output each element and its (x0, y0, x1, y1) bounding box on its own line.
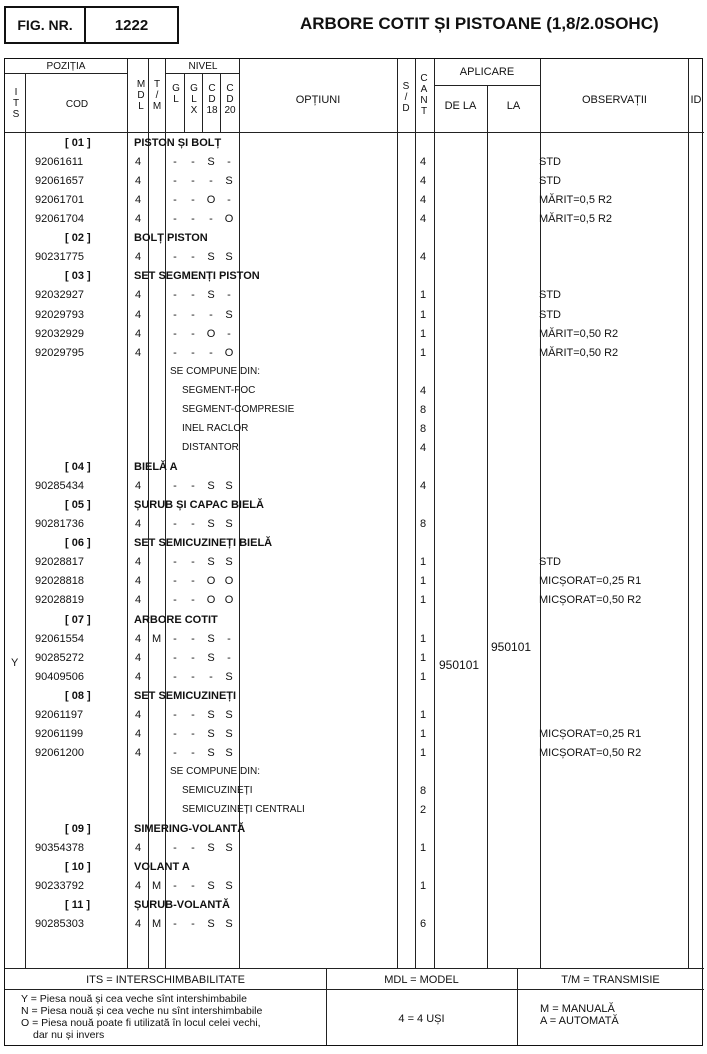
level-value: S (225, 880, 233, 893)
footer-its-line-n: N = Piesa nouă și cea veche nu sînt intershimbabile (21, 1005, 263, 1017)
model-value: 4 (135, 175, 142, 188)
level-value: - (173, 480, 177, 493)
level-value: - (227, 194, 231, 207)
level-value: O (224, 594, 234, 607)
header-tm: T / M (152, 79, 162, 112)
level-value: - (191, 156, 195, 169)
level-value: - (173, 594, 177, 607)
header-nivel: NIVEL (188, 61, 218, 72)
model-value: 4 (135, 842, 142, 855)
level-value: - (173, 708, 177, 721)
level-value: - (191, 327, 195, 340)
header-cant: C A N T (420, 73, 428, 117)
section-number: [ 02 ] (65, 232, 91, 245)
sub-component: SEGMENT-COMPRESIE (182, 403, 295, 415)
level-value: - (191, 251, 195, 264)
quantity-value: 1 (420, 670, 427, 683)
part-code: 92061197 (35, 708, 84, 721)
model-value: 4 (135, 746, 142, 759)
observation-value: MĂRIT=0,5 R2 (539, 213, 613, 226)
level-value: - (173, 918, 177, 931)
section-name: SET SEMICUZINEȚI BIELĂ (134, 537, 273, 550)
header-observatii: OBSERVAȚII (581, 94, 647, 106)
level-value: S (225, 708, 233, 721)
aplicare-dela-value: 950101 (439, 658, 480, 672)
parts-table (4, 58, 703, 1046)
section-name: PISTON ȘI BOLȚ (134, 137, 222, 149)
model-value: 4 (135, 156, 142, 169)
sub-component: INEL RACLOR (182, 422, 249, 434)
model-value: 4 (135, 708, 142, 721)
part-code: 90285303 (35, 918, 84, 931)
level-value: - (191, 194, 195, 207)
level-value: - (209, 346, 213, 359)
model-value: 4 (135, 346, 142, 359)
level-value: O (206, 575, 216, 588)
level-value: - (191, 746, 195, 759)
observation-value: MICȘORAT=0,25 R1 (539, 575, 642, 588)
level-value: - (173, 727, 177, 740)
model-value: 4 (135, 327, 142, 340)
model-value: 4 (135, 480, 142, 493)
level-value: - (191, 289, 195, 302)
level-value: - (173, 746, 177, 759)
model-value: 4 (135, 518, 142, 531)
sub-component: DISTANTOR (182, 441, 239, 453)
model-value: 4 (135, 632, 142, 645)
header-aplicare: APLICARE (459, 66, 515, 78)
part-code: 90285434 (35, 480, 84, 493)
fig-label: FIG. NR. (6, 8, 86, 42)
part-code: 90285272 (35, 651, 84, 664)
level-value: S (207, 556, 215, 569)
part-code: 90281736 (35, 518, 84, 531)
sub-component: SEGMENT-FOC (182, 384, 256, 396)
model-value: 4 (135, 194, 142, 207)
quantity-value: 1 (420, 880, 427, 893)
quantity-value: 1 (420, 346, 427, 359)
level-value: S (207, 842, 215, 855)
quantity-value: 8 (420, 403, 427, 416)
model-value: 4 (135, 727, 142, 740)
quantity-value: 4 (420, 194, 427, 207)
level-value: S (225, 308, 233, 321)
level-value: - (191, 556, 195, 569)
level-value: S (207, 251, 215, 264)
section-name: ȘURUB ȘI CAPAC BIELĂ (134, 499, 264, 512)
level-value: S (225, 175, 233, 188)
level-value: S (225, 251, 233, 264)
model-value: 4 (135, 651, 142, 664)
section-number: [ 01 ] (65, 137, 91, 149)
level-value: O (224, 213, 234, 226)
model-value: 4 (135, 251, 142, 264)
level-value: S (207, 632, 215, 645)
model-value: 4 (135, 213, 142, 226)
level-value: - (191, 346, 195, 359)
part-code: 92032927 (35, 289, 84, 302)
part-code: 90354378 (35, 842, 84, 855)
section-number: [ 06 ] (65, 537, 91, 550)
observation-value: MĂRIT=0,5 R2 (539, 194, 613, 207)
level-value: - (209, 175, 213, 188)
level-value: S (207, 289, 215, 302)
section-number: [ 08 ] (65, 689, 91, 702)
header-optiuni: OPȚIUNI (295, 94, 341, 106)
figure-number-box (4, 6, 179, 44)
level-value: - (191, 575, 195, 588)
level-value: - (173, 651, 177, 664)
level-value: S (225, 842, 233, 855)
observation-value: STD (539, 156, 561, 169)
level-value: S (207, 480, 215, 493)
level-value: O (206, 594, 216, 607)
observation-value: MICȘORAT=0,50 R2 (539, 594, 642, 607)
level-value: - (173, 575, 177, 588)
part-code: 92061704 (35, 213, 84, 226)
header-its: I T S (12, 87, 20, 120)
level-value: - (173, 327, 177, 340)
header-id: ID (690, 94, 702, 106)
part-code: 92061657 (35, 175, 84, 188)
header-cd18: C D 18 (206, 83, 218, 116)
sub-component: SEMICUZINEȚI CENTRALI (182, 804, 305, 816)
level-value: - (191, 727, 195, 740)
quantity-value: 1 (420, 308, 427, 321)
level-value: - (173, 289, 177, 302)
level-value: S (225, 556, 233, 569)
level-value: - (209, 213, 213, 226)
quantity-value: 1 (420, 289, 427, 302)
level-value: - (227, 632, 231, 645)
composition-label: SE COMPUNE DIN: (170, 765, 261, 777)
section-number: [ 07 ] (65, 613, 91, 626)
level-value: - (209, 308, 213, 321)
level-value: S (225, 918, 233, 931)
part-code: 92029795 (35, 346, 84, 359)
footer-its-line-o2: dar nu și invers (33, 1029, 105, 1041)
level-value: - (191, 670, 195, 683)
quantity-value: 4 (420, 441, 427, 454)
level-value: S (207, 918, 215, 931)
quantity-value: 6 (420, 918, 427, 931)
observation-value: STD (539, 175, 561, 188)
transmission-value: M (152, 918, 162, 931)
part-code: 92061554 (35, 632, 84, 645)
level-value: O (224, 346, 234, 359)
quantity-value: 1 (420, 651, 427, 664)
quantity-value: 8 (420, 785, 427, 798)
section-name: SET SEGMENȚI PISTON (134, 270, 260, 283)
level-value: - (227, 156, 231, 169)
observation-value: STD (539, 289, 561, 302)
level-value: S (225, 727, 233, 740)
quantity-value: 8 (420, 518, 427, 531)
observation-value: MICȘORAT=0,50 R2 (539, 746, 642, 759)
level-value: - (227, 327, 231, 340)
aplicare-la-value: 950101 (491, 640, 532, 654)
observation-value: MICȘORAT=0,25 R1 (539, 727, 642, 740)
quantity-value: 2 (420, 804, 427, 817)
level-value: - (209, 670, 213, 683)
level-value: S (225, 670, 233, 683)
fig-number: 1222 (114, 16, 149, 34)
level-value: - (173, 308, 177, 321)
part-code: 90409506 (35, 670, 84, 683)
header-gl: G L (172, 83, 180, 105)
part-code: 92061199 (35, 727, 84, 740)
level-value: - (227, 651, 231, 664)
section-number: [ 03 ] (65, 270, 91, 283)
level-value: - (191, 651, 195, 664)
section-name: SIMERING-VOLANTĂ (134, 823, 246, 836)
header-sd: S / D (402, 81, 410, 114)
level-value: - (173, 632, 177, 645)
section-name: ȘURUB-VOLANTĂ (134, 899, 230, 912)
level-value: - (173, 156, 177, 169)
level-value: S (207, 746, 215, 759)
level-value: S (225, 518, 233, 531)
part-code: 92061611 (35, 156, 84, 169)
sub-component: SEMICUZINEȚI (182, 785, 253, 797)
part-code: 92032929 (35, 327, 84, 340)
level-value: - (173, 556, 177, 569)
quantity-value: 1 (420, 556, 427, 569)
part-code: 92029793 (35, 308, 84, 321)
level-value: - (173, 251, 177, 264)
model-value: 4 (135, 670, 142, 683)
footer-its-line-y: Y = Piesa nouă și cea veche sînt intershimbabile (21, 993, 247, 1005)
quantity-value: 1 (420, 327, 427, 340)
level-value: S (225, 746, 233, 759)
observation-value: MĂRIT=0,50 R2 (539, 327, 619, 340)
transmission-value: M (152, 880, 162, 893)
level-value: - (191, 213, 195, 226)
part-code: 92061701 (35, 194, 84, 207)
section-number: [ 04 ] (65, 461, 91, 474)
level-value: - (191, 175, 195, 188)
quantity-value: 8 (420, 422, 427, 435)
quantity-value: 4 (420, 175, 427, 188)
level-value: - (191, 880, 195, 893)
level-value: - (173, 518, 177, 531)
level-value: S (207, 727, 215, 740)
part-code: 92028817 (35, 556, 84, 569)
section-number: [ 10 ] (65, 861, 91, 874)
level-value: O (206, 194, 216, 207)
level-value: - (191, 594, 195, 607)
model-value: 4 (135, 556, 142, 569)
level-value: - (227, 289, 231, 302)
level-value: - (173, 194, 177, 207)
level-value: S (207, 156, 215, 169)
level-value: - (191, 918, 195, 931)
level-value: S (207, 708, 215, 721)
footer-mdl-line: 4 = 4 UȘI (398, 1013, 445, 1025)
observation-value: MĂRIT=0,50 R2 (539, 346, 619, 359)
quantity-value: 1 (420, 575, 427, 588)
section-name: BIELĂ A (134, 461, 178, 474)
observation-value: STD (539, 308, 561, 321)
model-value: 4 (135, 289, 142, 302)
page-title: ARBORE COTIT ȘI PISTOANE (1,8/2.0SOHC) (300, 14, 659, 33)
level-value: - (191, 708, 195, 721)
level-value: S (207, 518, 215, 531)
level-value: - (191, 632, 195, 645)
header-cd20: C D 20 (224, 83, 236, 116)
header-la: LA (506, 100, 521, 112)
footer-its-title: ITS = INTERSCHIMBABILITATE (86, 974, 245, 986)
part-code: 92028818 (35, 575, 84, 588)
composition-label: SE COMPUNE DIN: (170, 365, 261, 377)
level-value: O (206, 327, 216, 340)
model-value: 4 (135, 594, 142, 607)
quantity-value: 4 (420, 213, 427, 226)
level-value: - (191, 518, 195, 531)
footer-mdl-title: MDL = MODEL (384, 974, 459, 986)
section-name: VOLANT A (134, 861, 190, 874)
level-value: - (173, 670, 177, 683)
transmission-value: M (152, 632, 162, 645)
part-code: 90233792 (35, 880, 84, 893)
observation-value: STD (539, 556, 561, 569)
part-code: 92028819 (35, 594, 84, 607)
footer-its-line-o: O = Piesa nouă poate fi utilizată în locul celei vechi, (21, 1017, 261, 1029)
section-name: SET SEMICUZINEȚI (134, 689, 237, 702)
quantity-value: 4 (420, 384, 427, 397)
model-value: 4 (135, 308, 142, 321)
level-value: - (173, 346, 177, 359)
model-value: 4 (135, 575, 142, 588)
footer-tm-automat: A = AUTOMATĂ (540, 1015, 619, 1027)
header-dela: DE LA (444, 100, 477, 112)
level-value: S (207, 880, 215, 893)
section-number: [ 05 ] (65, 499, 91, 512)
part-code: 92061200 (35, 746, 84, 759)
quantity-value: 1 (420, 594, 427, 607)
header-cod: COD (65, 99, 89, 110)
quantity-value: 4 (420, 251, 427, 264)
quantity-value: 1 (420, 746, 427, 759)
header-pozitia: POZIȚIA (46, 61, 86, 72)
model-value: 4 (135, 918, 142, 931)
section-name: ARBORE COTIT (134, 613, 218, 626)
header-glx: G L X (190, 83, 198, 116)
section-number: [ 09 ] (65, 823, 91, 836)
section-name: BOLȚ PISTON (134, 232, 208, 245)
its-value: Y (11, 657, 19, 669)
level-value: O (224, 575, 234, 588)
quantity-value: 4 (420, 156, 427, 169)
quantity-value: 1 (420, 842, 427, 855)
header-mdl: M D L (136, 79, 146, 112)
level-value: - (191, 308, 195, 321)
level-value: S (207, 651, 215, 664)
footer-tm-title: T/M = TRANSMISIE (561, 974, 660, 986)
level-value: S (225, 480, 233, 493)
level-value: - (191, 480, 195, 493)
section-number: [ 11 ] (65, 899, 91, 912)
quantity-value: 4 (420, 480, 427, 493)
quantity-value: 1 (420, 632, 427, 645)
model-value: 4 (135, 880, 142, 893)
level-value: - (191, 842, 195, 855)
level-value: - (173, 213, 177, 226)
level-value: - (173, 175, 177, 188)
quantity-value: 1 (420, 727, 427, 740)
footer-tm-manual: M = MANUALĂ (540, 1003, 615, 1015)
level-value: - (173, 842, 177, 855)
part-code: 90231775 (35, 251, 84, 264)
quantity-value: 1 (420, 708, 427, 721)
level-value: - (173, 880, 177, 893)
